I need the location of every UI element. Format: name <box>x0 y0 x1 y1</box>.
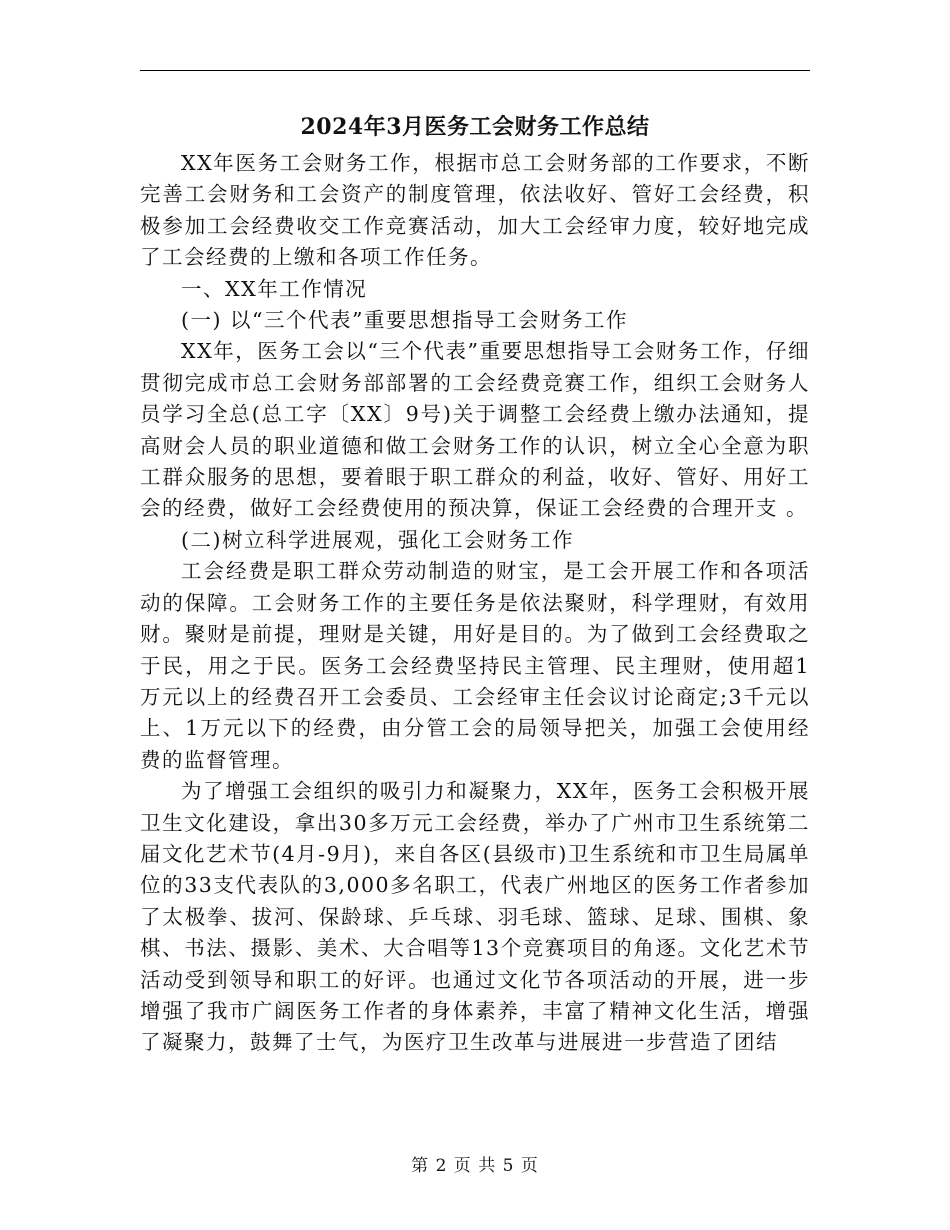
paragraph-funds-management: 工会经费是职工群众劳动制造的财宝，是工会开展工作和各项活动的保障。工会财务工作的主要任务是依法聚财，科学理财，有效用财。聚财是前提，理财是关键，用好是目的。为了做到工会经费取之于民，用之于民。医务工会经费坚持民主管理、民主理财，使用超1万元以上的经费召开工会委员、工会经审主任会议讨论商定;3千元以上、1万元以下的经费，由分管工会的局领导把关，加强工会使用经费的监督管理。 <box>140 559 810 772</box>
section-heading-1: 一、XX年工作情况 <box>181 276 368 301</box>
subsection-heading-2: (二)树立科学进展观，强化工会财务工作 <box>181 527 574 552</box>
paragraph-intro: XX年医务工会财务工作，根据市总工会财务部的工作要求，不断完善工会财务和工会资产的制度管理，依法收好、管好工会经费，积极参加工会经费收交工作竞赛活动，加大工会经审力度，较好地完成了工会经费的上缴和各项工作任务。 <box>140 151 810 270</box>
paragraph-three-represents: XX年，医务工会以“三个代表”重要思想指导工会财务工作，仔细贯彻完成市总工会财务部部署的工会经费竞赛工作，组织工会财务人员学习全总(总工字〔XX〕9号)关于调整工会经费上缴办法通知，提高财会人员的职业道德和做工会财务工作的认识，树立全心全意为职工群众服务的思想，要着眼于职工群众的利益，收好、管好、用好工会的经费，做好工会经费使用的预决算，保证工会经费的合理开支 。 <box>140 339 810 521</box>
paragraph-culture-festival: 为了增强工会组织的吸引力和凝聚力，XX年，医务工会积极开展卫生文化建设，拿出30多万元工会经费，举办了广州市卫生系统第二届文化艺术节(4月-9月)，来自各区(县级市)卫生系统和市卫生局属单位的33支代表队的3,000多名职工，代表广州地区的医务工作者参加了太极拳、拔河、保龄球、乒乓球、羽毛球、篮球、足球、围棋、象棋、书法、摄影、美术、大合唱等13个竞赛项目的角逐。文化艺术节活动受到领导和职工的好评。也通过文化节各项活动的开展，进一步增强了我市广阔医务工作者的身体素养，丰富了精神文化生活，增强了凝聚力，鼓舞了士气，为医疗卫生改革与进展进一步营造了团结 <box>140 779 810 1055</box>
document-body <box>140 148 810 1059</box>
header-rule <box>140 70 810 71</box>
page-number: 第 2 页 共 5 页 <box>411 1156 539 1176</box>
subsection-heading-1: (一) 以“三个代表”重要思想指导工会财务工作 <box>181 308 628 333</box>
document-title: 2024年3月医务工会财务工作总结 <box>300 114 650 140</box>
